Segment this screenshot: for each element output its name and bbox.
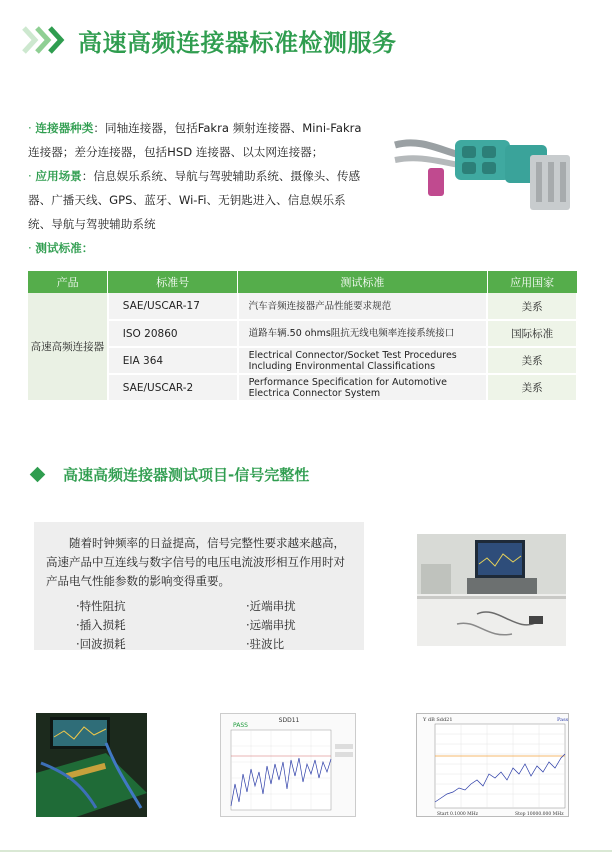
- page-title: 高速高频连接器标准检测服务: [78, 28, 397, 57]
- applications-label: 应用场景: [35, 169, 82, 183]
- vna-label: Y dB Sdd21: [423, 717, 453, 723]
- country-cell: 美系: [487, 374, 577, 401]
- country-cell: 美系: [487, 293, 577, 320]
- standards: · 测试标准：: [28, 241, 94, 255]
- footer-divider: [0, 850, 612, 852]
- connector-types-text: 同轴连接器，包括Fakra 频射连接器、Mini-Fakra 连接器；差分连接器，包括HSD 连接器、以太网连接器；: [28, 121, 362, 159]
- standards-label: 测试标准：: [35, 241, 94, 255]
- code-cell: SAE/USCAR-17: [108, 293, 238, 320]
- signal-paragraph: 随着时钟频率的日益提高，信号完整性要求越来越高，高速产品中互连线与数字信号的电压电流波形相互作用时对产品电气性能参数的影响变得重要。: [46, 536, 345, 588]
- connector-types: · 连接器种类：同轴连接器，包括Fakra 频射连接器、Mini-Fakra 连接器；差分连接器，包括HSD 连接器、以太网连接器；: [28, 121, 362, 159]
- desc-cell: 汽车音频连接器产品性能要求规范: [238, 293, 488, 320]
- list-item: ·近端串扰: [246, 599, 296, 613]
- test-bench-photo: [417, 534, 566, 646]
- product-cell: 高速高频连接器: [28, 293, 108, 401]
- connector-types-label: 连接器种类: [35, 121, 94, 135]
- code-cell: EIA 364: [108, 347, 238, 374]
- applications: · 应用场景：信息娱乐系统、导航与驾驶辅助系统、摄像头、传感器、广播天线、GPS、蓝牙、Wi-Fi、无钥匙进入、信息娱乐系统、导航与驾驶辅助系统: [28, 169, 361, 231]
- vna-plot: [416, 713, 569, 817]
- signal-integrity-box: [34, 522, 364, 650]
- list-item: ·远端串扰: [246, 618, 296, 632]
- table-row: [28, 320, 577, 347]
- table-header-row: [28, 271, 577, 293]
- table-row: [28, 374, 577, 401]
- sdd11-plot: [220, 713, 356, 817]
- code-cell: SAE/USCAR-2: [108, 374, 238, 401]
- list-item: ·特性阻抗: [76, 599, 126, 613]
- list-item: ·驻波比: [246, 637, 285, 651]
- chevron-right-icon: [20, 25, 70, 55]
- desc-cell: Electrical Connector/Socket Test Procedures Including Environmental Classifications: [238, 347, 488, 374]
- country-cell: 美系: [487, 347, 577, 374]
- table-row: [28, 347, 577, 374]
- table-row: [28, 293, 577, 320]
- test-items: [46, 597, 352, 654]
- vna-start: Start 0.1000 MHz: [437, 812, 479, 817]
- sdd11-pass: PASS: [233, 722, 248, 729]
- col-code: 标准号: [108, 271, 238, 293]
- vna-stop: Stop 10000.000 MHz: [515, 812, 564, 817]
- intro-text: [28, 116, 368, 260]
- list-item: ·回波损耗: [76, 637, 126, 651]
- desc-cell: Performance Specification for Automotive Electrica Connector System: [238, 374, 488, 401]
- col-standard: 测试标准: [238, 271, 488, 293]
- diamond-icon: [30, 467, 46, 483]
- list-item: ·插入损耗: [76, 618, 126, 632]
- sdd11-title: SDD11: [278, 717, 300, 724]
- connector-product-image: [390, 110, 590, 230]
- applications-text: 信息娱乐系统、导航与驾驶辅助系统、摄像头、传感器、广播天线、GPS、蓝牙、Wi-Fi、无钥匙进入、信息娱乐系统、导航与驾驶辅助系统: [28, 169, 361, 231]
- section-heading: [32, 464, 309, 485]
- page-header: [20, 20, 397, 60]
- code-cell: ISO 20860: [108, 320, 238, 347]
- col-product: 产品: [28, 271, 108, 293]
- desc-cell: 道路车辆.50 ohms阻抗无线电频率连接系统接口: [238, 320, 488, 347]
- pcb-test-photo: [36, 713, 147, 817]
- section-title: 高速高频连接器测试项目-信号完整性: [63, 466, 310, 484]
- standards-table: [28, 271, 578, 402]
- col-country: 应用国家: [487, 271, 577, 293]
- vna-pass: Pass: [557, 717, 569, 723]
- country-cell: 国际标准: [487, 320, 577, 347]
